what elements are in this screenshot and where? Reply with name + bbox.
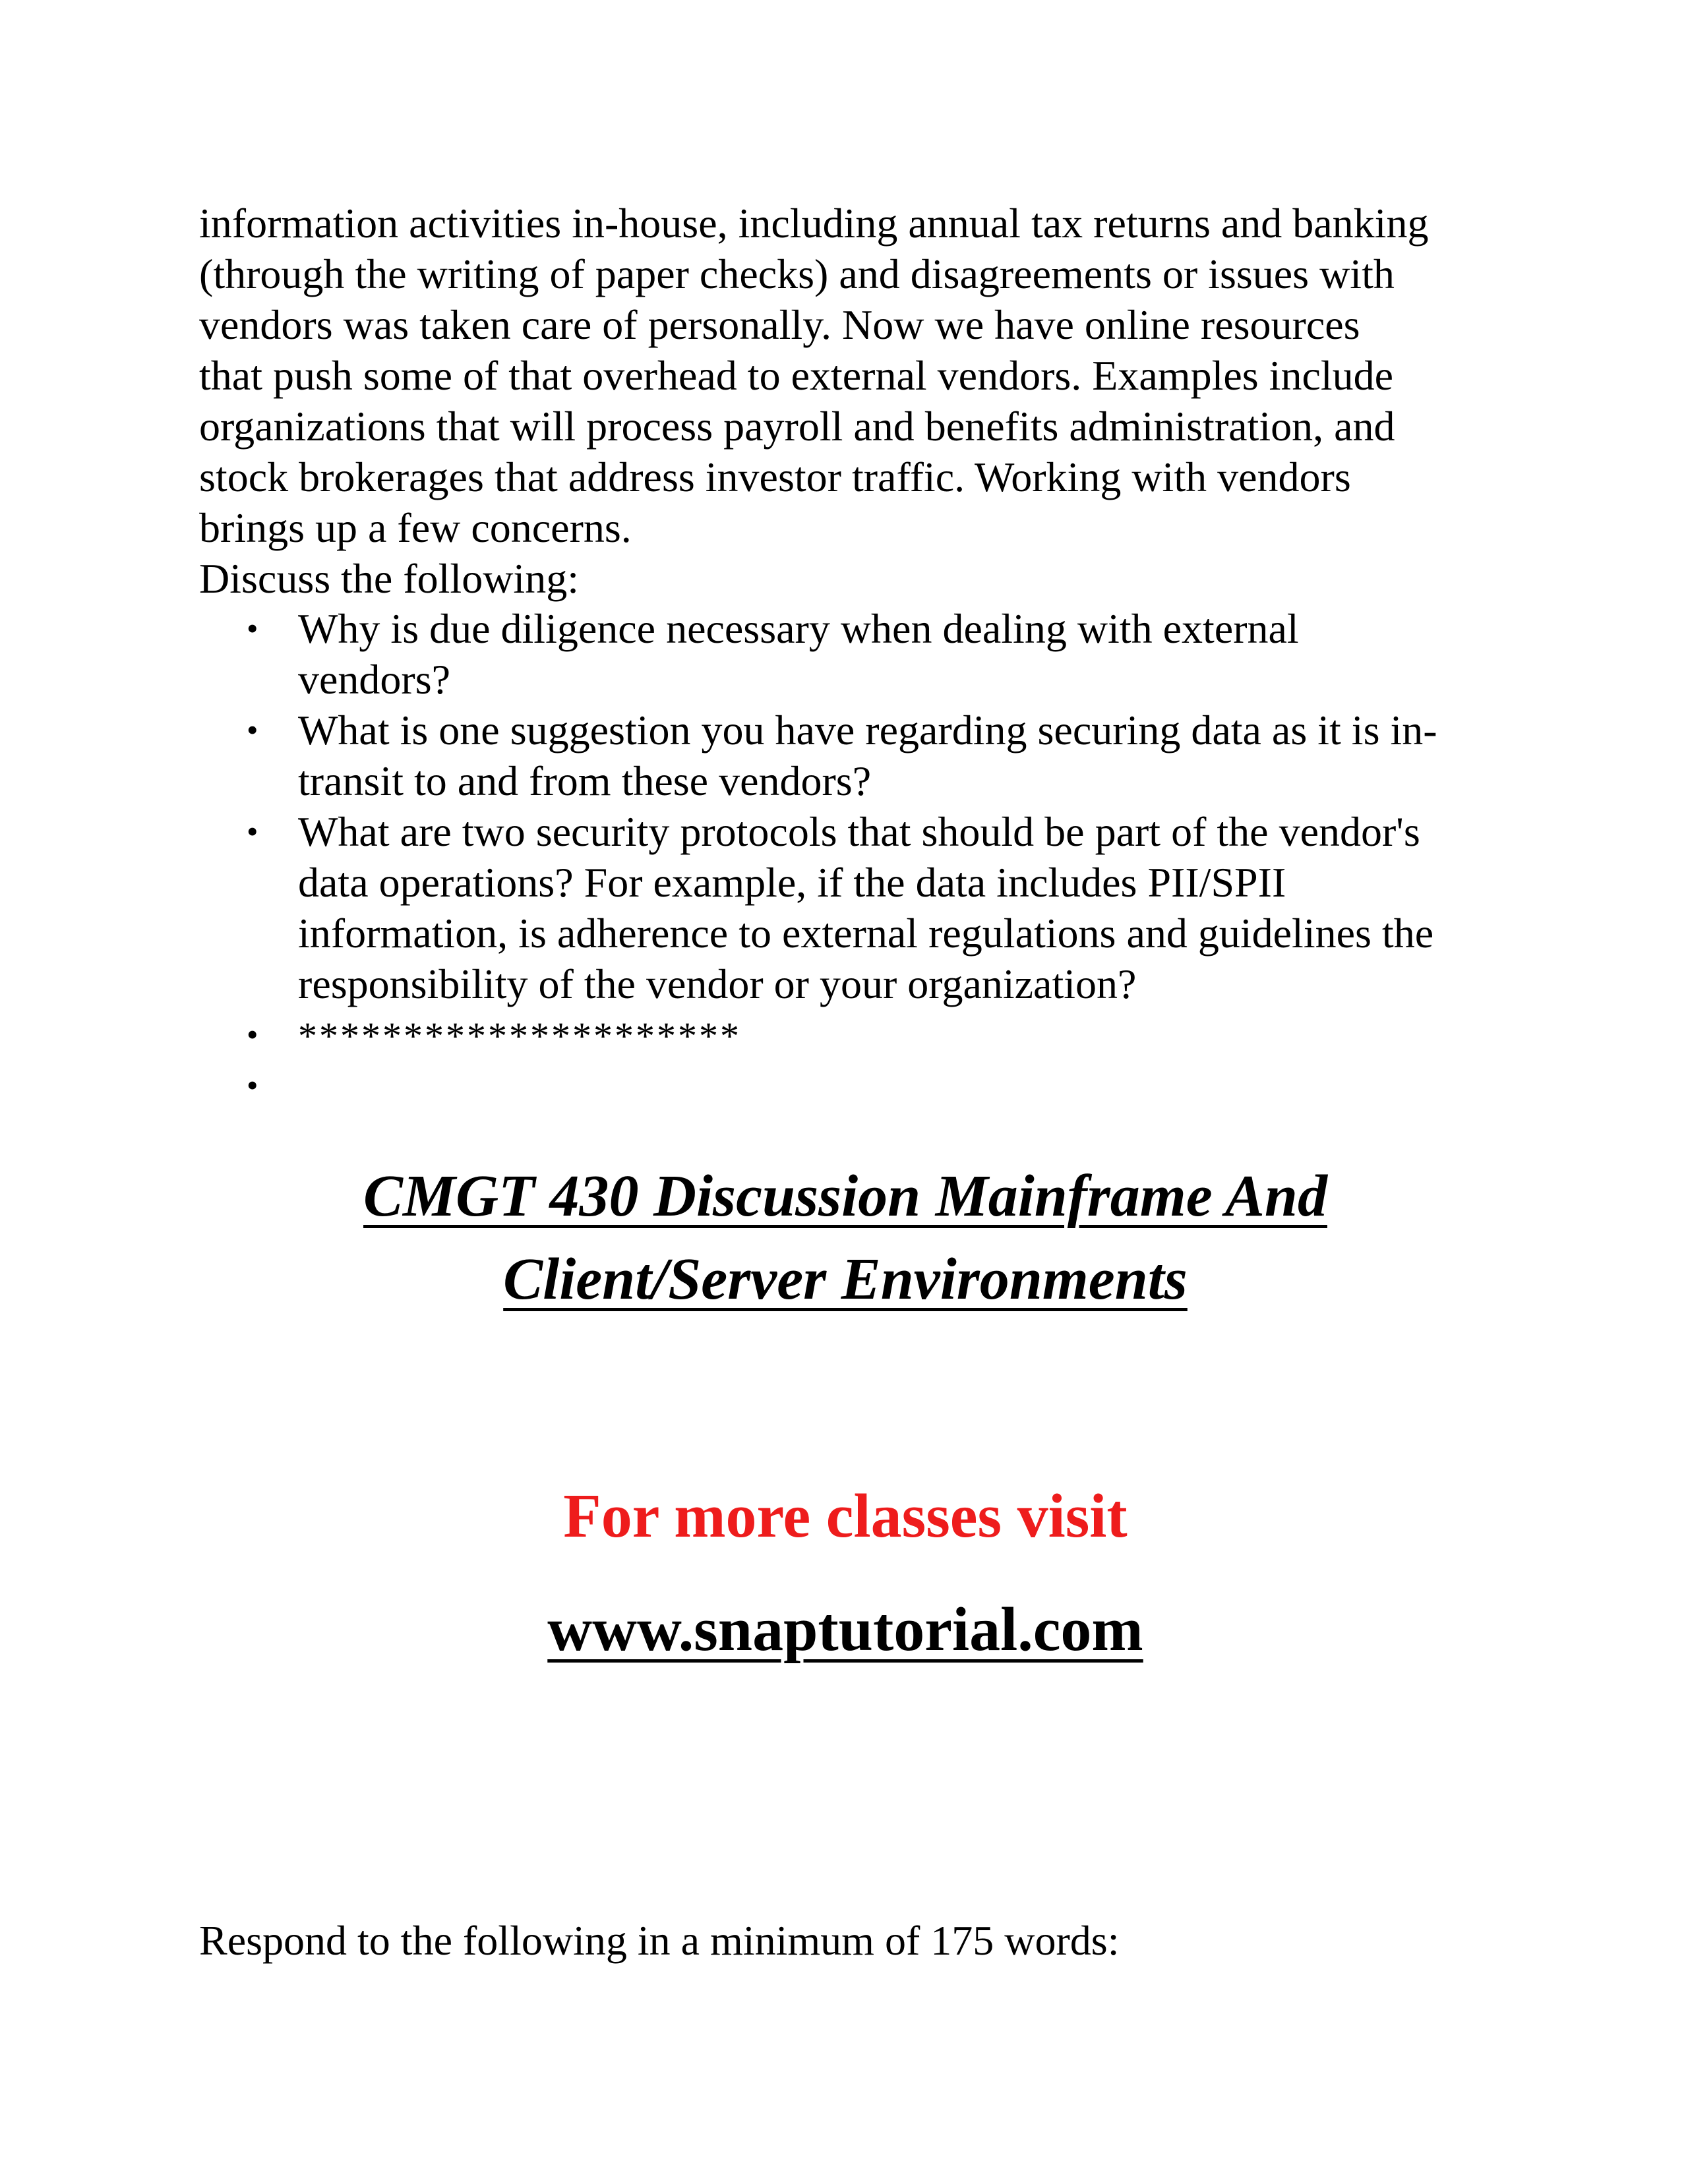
intro-line: organizations that will process payroll and benefits administration, and (199, 403, 1395, 450)
bullet-icon: • (247, 610, 258, 647)
question-line: data operations? For example, if the data includes PII/SPII (298, 859, 1286, 906)
intro-line: that push some of that overhead to external vendors. Examples include (199, 352, 1394, 399)
question-line: What are two security protocols that should be part of the vendor's (298, 808, 1420, 855)
respond-instruction: Respond to the following in a minimum of 175 words: (199, 1917, 1120, 1964)
bullet-icon: • (247, 1016, 258, 1053)
intro-line: (through the writing of paper checks) and disagreements or issues with (199, 251, 1395, 297)
intro-line: brings up a few concerns. (199, 504, 632, 551)
intro-line: vendors was taken care of personally. Now we have online resources (199, 301, 1360, 348)
list-item (199, 705, 1511, 806)
question-line: vendors? (298, 656, 451, 703)
question-line: Why is due diligence necessary when dealing with external (298, 605, 1299, 652)
intro-line: information activities in-house, including annual tax returns and banking (199, 200, 1429, 247)
course-heading (199, 1155, 1492, 1321)
question-line: responsibility of the vendor or your organization? (298, 960, 1137, 1007)
heading-line: CMGT 430 Discussion Mainframe And (363, 1164, 1327, 1229)
heading-line: Client/Server Environments (503, 1247, 1188, 1312)
website-link[interactable]: www.snaptutorial.com (547, 1595, 1143, 1664)
list-item (199, 806, 1511, 1009)
intro-paragraph (199, 198, 1511, 604)
list-item (199, 603, 1511, 705)
question-line: information, is adherence to external regulations and guidelines the (298, 910, 1434, 957)
bullet-icon: • (247, 711, 258, 748)
separator-stars: ********************* (298, 1015, 741, 1057)
bullet-icon: • (247, 1067, 258, 1104)
question-line: What is one suggestion you have regarding securing data as it is in- (298, 707, 1437, 753)
discussion-question-list (199, 603, 1511, 1113)
separator-item (199, 1009, 1511, 1060)
bullet-icon: • (247, 813, 258, 850)
promo-text: For more classes visit (563, 1482, 1128, 1550)
discuss-label: Discuss the following: (199, 555, 579, 602)
question-line: transit to and from these vendors? (298, 757, 872, 804)
intro-line: stock brokerages that address investor traffic. Working with vendors (199, 454, 1351, 500)
empty-list-item (199, 1060, 1511, 1113)
